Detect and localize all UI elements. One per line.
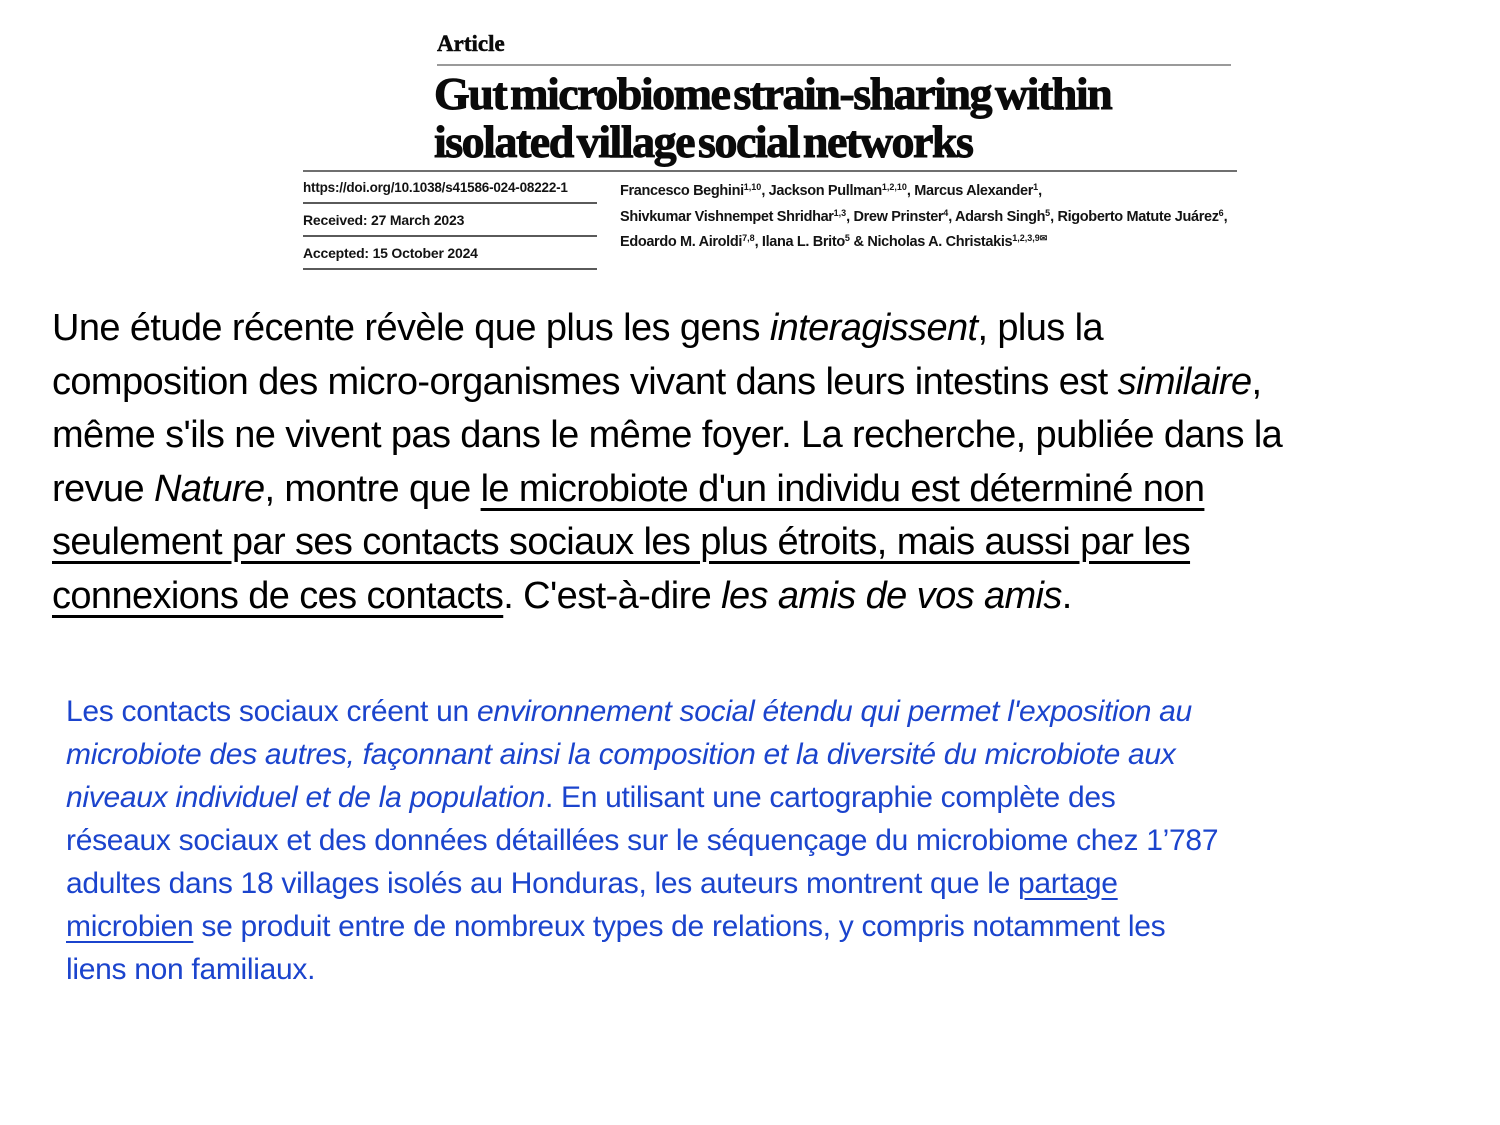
doi-text: https://doi.org/10.1038/s41586-024-08222-1 [303, 172, 597, 204]
author-list: Francesco Beghini$^{1,10}$, Jackson Pullman$^{1,2,10}$, Marcus Alexander$^1$, Shivkumar Vishnempet Shridhar$^{1,3}$, Drew Prinster$^4$, Adarsh Singh$^5$, Rigoberto Matute Juárez$^6$, Edoardo M. Airoldi$^{7,8}$, Ilana L. Brito$^5$ & Nicholas A. Christakis$^{1,2,3,9✉}$ [620, 182, 1228, 250]
french-summary-paragraph: Une étude récente révèle que plus les gens interagissent, plus la composition des micro-organismes vivant dans leurs intestins est similaire, même s'ils ne vivent pas dans le même foyer. La recherche, publiée dans la revue Nature, montre que le microbiote d'un individu est déterminé non seulement par ses contacts sociaux les plus étroits, mais aussi par les connexions de ces contacts. C'est-à-dire les amis de vos amis. [52, 307, 1283, 617]
article-kicker: Article [437, 31, 505, 56]
article-title: Gut microbiome strain-sharing within isolated village social networks [434, 68, 1112, 167]
french-abstract-paragraph: Les contacts sociaux créent un environnement social étendu qui permet l'exposition au microbiote des autres, façonnant ainsi la composition et la diversité du microbiote aux niveaux individuel et de la population. En utilisant une cartographie complète des réseaux sociaux et des données détaillées sur le séquençage du microbiome chez 1’787 adultes dans 18 villages isolés au Honduras, les auteurs montrent que le partage microbien se produit entre de nombreux types de relations, y compris notamment les liens non familiaux. [66, 695, 1219, 986]
accepted-date: Accepted: 15 October 2024 [303, 237, 597, 270]
received-date: Received: 27 March 2023 [303, 204, 597, 237]
kicker-rule [437, 64, 1231, 66]
metadata-column [303, 172, 597, 270]
